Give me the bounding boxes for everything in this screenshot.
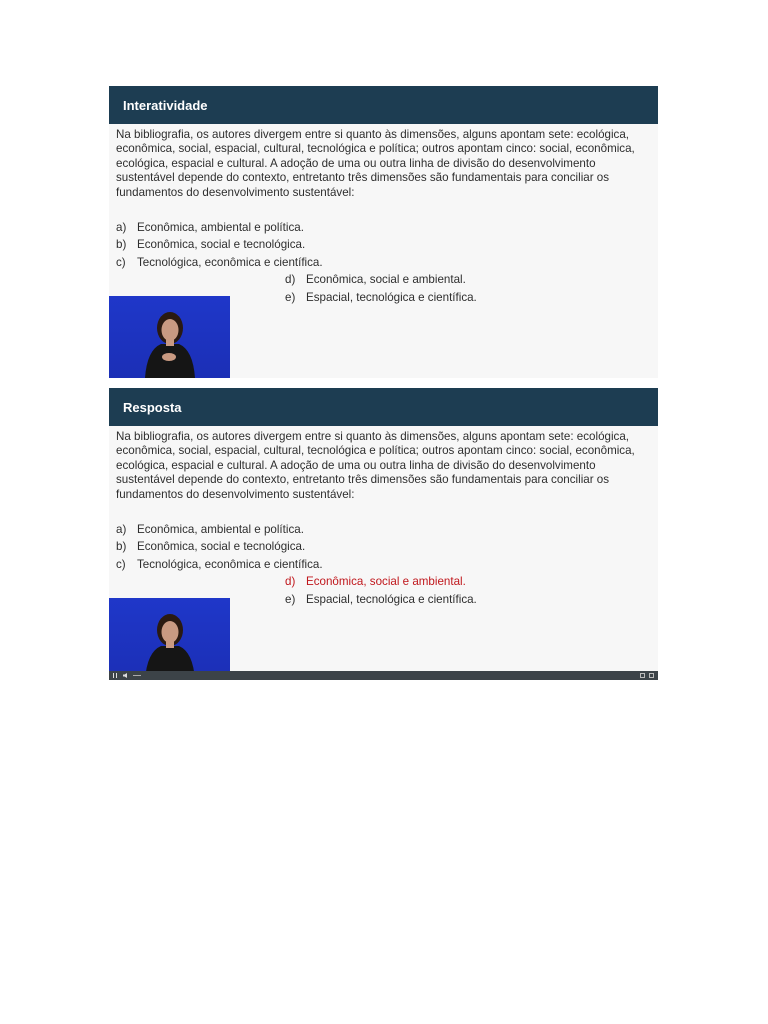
slide-resposta <box>109 388 658 680</box>
interpreter-figure <box>139 306 201 378</box>
fullscreen-icon[interactable] <box>649 673 654 678</box>
video-control-bar <box>109 671 658 680</box>
option-text: Econômica, ambiental e política. <box>137 523 304 536</box>
sign-language-video[interactable] <box>109 598 230 680</box>
play-pause-icon[interactable] <box>113 673 117 678</box>
volume-icon[interactable] <box>123 673 127 678</box>
option-b <box>116 238 305 251</box>
option-letter: b) <box>116 238 127 251</box>
option-letter: e) <box>285 593 296 606</box>
option-text: Econômica, social e tecnológica. <box>137 238 306 251</box>
option-c <box>116 256 323 269</box>
slide-header <box>109 86 658 124</box>
option-letter: c) <box>116 256 126 269</box>
option-text: Tecnológica, econômica e científica. <box>137 558 323 571</box>
question-text: Na bibliografia, os autores divergem entre si quanto às dimensões, alguns apontam sete: ecológica, econômica, social, espacial, cultural, tecnológica e política; outros apontam cinco: social, econômica, ecológica, espacial e cultural. A adoção de uma ou outra linha de divisão do desenvolvimento sustentável depende do contexto, entretanto três dimensões são fundamentais para conciliar os fundamentos do desenvolvimento sustentável: <box>116 128 635 199</box>
option-b <box>116 540 305 553</box>
option-d <box>285 273 466 286</box>
progress-bar[interactable] <box>133 675 141 676</box>
option-text: Econômica, social e ambiental. <box>306 575 466 588</box>
option-letter: d) <box>285 575 296 588</box>
option-text: Econômica, ambiental e política. <box>137 221 304 234</box>
option-e <box>285 291 477 304</box>
slide-title: Interatividade <box>123 97 208 113</box>
option-a <box>116 523 304 536</box>
slide-header <box>109 388 658 426</box>
option-text: Econômica, social e ambiental. <box>306 273 466 286</box>
option-text: Econômica, social e tecnológica. <box>137 540 306 553</box>
interpreter-figure <box>139 608 201 680</box>
option-text: Espacial, tecnológica e científica. <box>306 593 477 606</box>
option-e <box>285 593 477 606</box>
slide-interatividade <box>109 86 658 378</box>
option-c <box>116 558 323 571</box>
option-text: Tecnológica, econômica e científica. <box>137 256 323 269</box>
question-text: Na bibliografia, os autores divergem entre si quanto às dimensões, alguns apontam sete: ecológica, econômica, social, espacial, cultural, tecnológica e política; outros apontam cinco: social, econômica, ecológica, espacial e cultural. A adoção de uma ou outra linha de divisão do desenvolvimento sustentável depende do contexto, entretanto três dimensões são fundamentais para conciliar os fundamentos do desenvolvimento sustentável: <box>116 430 635 501</box>
option-letter: a) <box>116 523 127 536</box>
option-letter: b) <box>116 540 127 553</box>
option-letter: a) <box>116 221 127 234</box>
option-letter: c) <box>116 558 126 571</box>
option-a <box>116 221 304 234</box>
option-d-correct <box>285 575 466 588</box>
option-text: Espacial, tecnológica e científica. <box>306 291 477 304</box>
slide-title: Resposta <box>123 399 182 415</box>
option-letter: d) <box>285 273 296 286</box>
sign-language-video[interactable] <box>109 296 230 378</box>
settings-icon[interactable] <box>640 673 645 678</box>
option-letter: e) <box>285 291 296 304</box>
